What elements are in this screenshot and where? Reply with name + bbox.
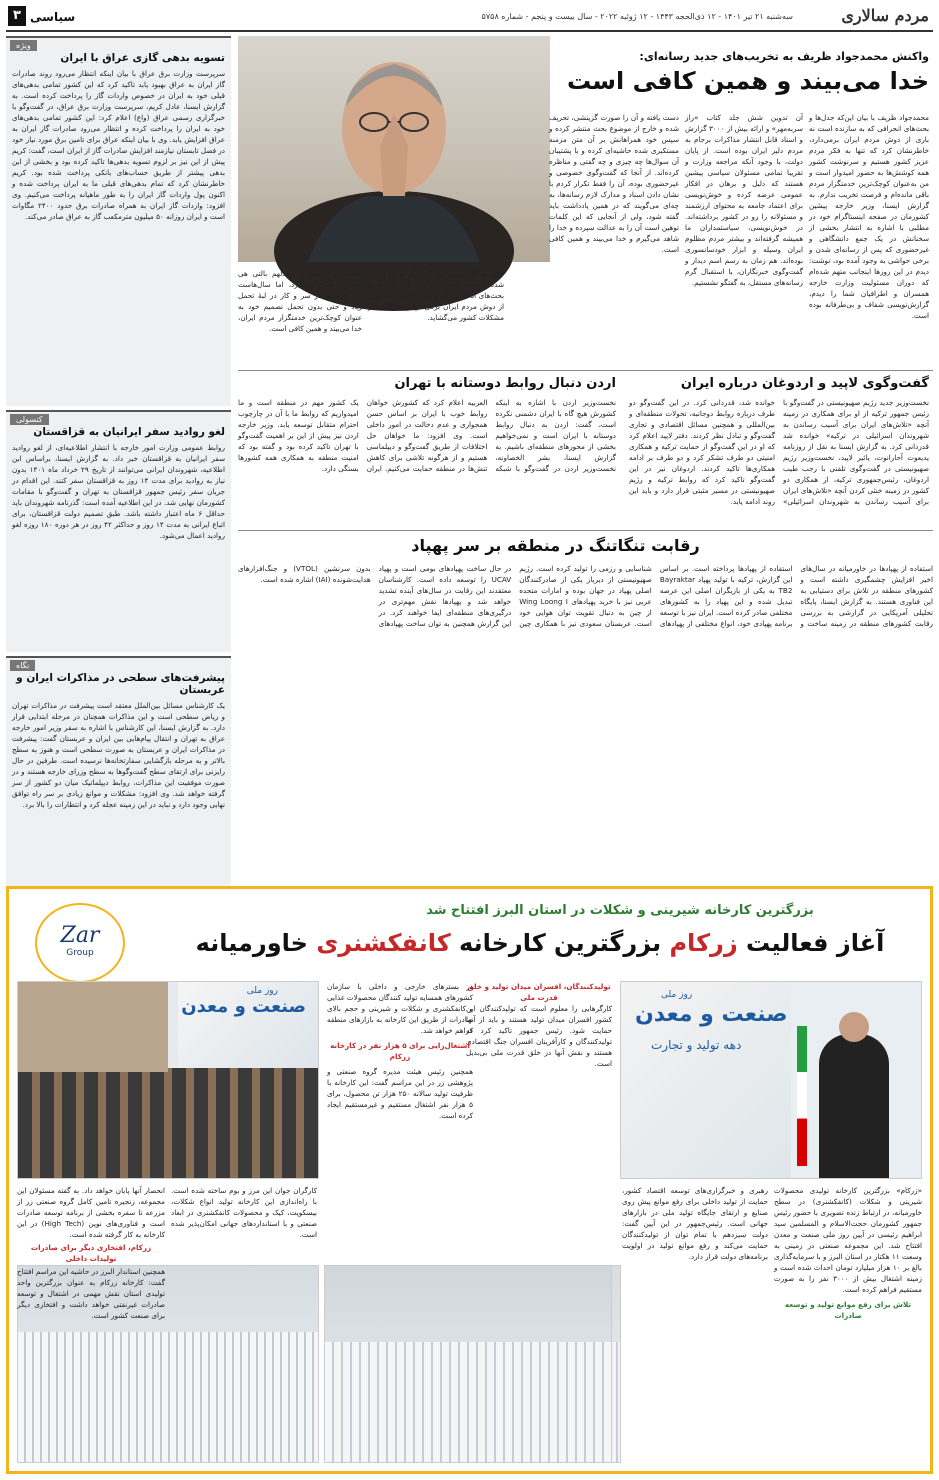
newspaper-logo: مردم سالاری [841, 6, 929, 25]
lead-column: «وی که کاغذی در این گفت‌وگو به آن اشاره شده است» داستان گرامی، این جدل‌ها و بحث‌های انحرافی که به سازنده است نه باری از دوش مردم ایران برمی‌دارد و نه گرهی از مشکلات کشور می‌گشاید. [368, 269, 504, 322]
banner-text: صنعت و معدن [635, 1002, 788, 1027]
article-drone [238, 536, 933, 876]
ad-headline-part: آغاز فعالیت [746, 929, 885, 957]
article-jordan [238, 376, 616, 526]
ad-column-text: انحصار آنها پایان خواهد داد. به گفته مسئولان این مجموعه، زنجیره تامین کامل گروه صنعتی زر از مزرعه تا سفره بخشی از برنامه توسعه صادرات است و فناوری‌های نوین (High Tech) در این کارخانه به کار گرفته شده است. [17, 1186, 165, 1239]
logo-text: Zar [60, 923, 100, 948]
workers-crowd [18, 1332, 318, 1462]
banner-small-text: روز ملی [246, 986, 278, 996]
ad-column: رهبری و خبرگزاری‌های توسعه اقتصاد کشور، حمایت از تولید داخلی برای رفع موانع پیش روی صنایع و ارتقای جایگاه تولید ملی در بازارهای جهانی است. رئیس‌جمهور در این آیین گفت: دولت سیزدهم با تمام توان از تولیدکنندگان حمایت می‌کند و رفع موانع تولید در اولویت برنامه‌های دولت قرار دارد. [622, 1186, 768, 1261]
ad-column-text: «زرکام» بزرگترین کارخانه تولیدی محصولات شیرینی و شکلات (کانفکشنری) در سطح خاورمیانه، در ارتباط زنده تصویری با حضور رئیس جمهور کشورمان حجت‌الاسلام و المسلمین سید ابراهیم رئیسی در آیین روز ملی صنعت و معدن افتتاح شد. این مجموعه صنعتی در زمینی به وسعت ۱۱ هکتار در استان البرز و با سرمایه‌گذاری بالغ بر ۱۰ هزار میلیارد تومان احداث شده است و زمینه اشتغال بیش از ۳۰۰۰ نفر را به صورت مستقیم فراهم کرده است. [774, 1186, 922, 1294]
banner-small-text: روز ملی [661, 990, 693, 1000]
sidebar-item [6, 656, 231, 886]
sidebar-item [6, 410, 231, 652]
sidebar-tag: کنسولی [10, 414, 49, 425]
zar-group-logo [35, 903, 125, 983]
sidebar-tag: نگاه [10, 660, 35, 671]
hall-wall [18, 982, 168, 1072]
issue-line: سه‌شنبه ۲۱ تیر ۱۴۰۱ - ۱۲ ذی‌الحجه ۱۴۴۳ - ۱۲ ژوئیه ۲۰۲۲ - سال بیست و پنجم - شماره ۵۷۵۸ [481, 12, 793, 21]
masthead [6, 6, 933, 32]
workers-crowd [325, 1342, 611, 1462]
speaker-head [839, 1012, 869, 1042]
sidebar-tag: ویژه [10, 40, 37, 51]
ad-photo-factory-2 [324, 1265, 612, 1463]
lead-column: اخلاقی و انسانی و «جدلهم بالتی هی احسن» شکل می‌گیرد، اما سال‌هاست این جریان‌ها در سر و کار در لبهٔ تحمل زیاد و حتی بدون تحمل تصمیم خود به عنوان کوچک‌ترین خدمتگزار مردم ایران، خدا می‌بیند و همین کافی است. [238, 269, 362, 333]
ad-photo-hall [17, 981, 319, 1179]
ad-column-text: کارگرهایی را معلوم است که تولیدکنندگان این کشور افسران میدان تولید هستند و باید از آنها حمایت شود. رئیس جمهور تاکید کرد که تولیدکنندگان و کارآفرینان افسران جنگ اقتصادی هستند و نقش آنها در خلق قدرت ملی بی‌بدیل است. [466, 1004, 612, 1068]
lead-photo [238, 36, 550, 262]
article-body: نخست‌وزیر جدید رژیم صهیونیستی در گفت‌وگو با رئیس جمهور ترکیه از او برای همکاری در زمینه آنچه «تلاش‌های ایران برای آسیب رساندن به شهروندان اسرائیلی در ترکیه» خوانده شد قدردانی کرد. به گزارش ایسنا به نقل از روزنامه یدیعوت آحارانوت، یائیر لاپید، نخست‌وزیر رژیم صهیونیستی در گفت‌وگوی تلفنی با رجب طیب اردوغان، رئیس‌جمهوری ترکیه، از همکاری دو کشور در زمینه خنثی کردن آنچه «تلاش‌های ایران برای آسیب رساندن به شهروندان اسرائیلی» خوانده شد، قدردانی کرد. در این گفت‌وگو دو طرف درباره روابط دوجانبه، تحولات منطقه‌ای و بین‌المللی و همچنین مسائل اقتصادی و تجاری گفت‌وگو و تبادل نظر کردند. دفتر لاپید اعلام کرد که او در این گفت‌وگو از حمایت ترکیه و همکاری امنیتی دو طرف تشکر کرد و دو طرف بر ادامه همکاری‌ها تاکید کردند. اردوغان نیز در این گفت‌وگو تاکید کرد که روابط ترکیه و رژیم صهیونیستی در مسیر مثبتی قرار دارد و باید این روند ادامه یابد. [629, 398, 929, 506]
lead-kicker: واکنش محمدجواد ظریف به تخریب‌های جدید رسانه‌ای: [639, 50, 929, 63]
ad-subtitle: بزرگترین کارخانه شیرینی و شکلات در استان البرز افتتاح شد [426, 903, 814, 918]
ad-column-text: در بسترهای خارجی و داخلی با سازمان کشورهای همسایه تولید کنندگان محصولات غذایی و کانفکشنری و شکلات و شیرینی و حجم بالای صادرات از طریق این کارخانه به بازارهای منطقه فراهم خواهد شد. [327, 982, 473, 1035]
article-body: استفاده از پهپادها در خاورمیانه در سال‌های اخیر افزایش چشمگیری داشته است و کشورهای منطقه در تلاش برای دستیابی به این فناوری هستند. به گزارش ایسنا، پایگاه تحلیلی آمریکایی در گزارشی به بررسی رقابت کشورهای منطقه در زمینه ساخت و استفاده از پهپادها پرداخته است. بر اساس این گزارش، ترکیه با تولید پهپاد Bayraktar TB2 به یکی از بازیگران اصلی این عرصه تبدیل شده و این پهپاد را به کشورهای مختلفی صادر کرده است. ایران نیز با توسعه برنامه پهپادی خود، انواع مختلفی از پهپادهای شناسایی و رزمی را تولید کرده است. رژیم صهیونیستی از دیرباز یکی از صادرکنندگان اصلی پهپاد در جهان بوده و امارات متحده عربی نیز با خرید پهپادهای Wing Loong I از چین به دنبال تقویت توان هوایی خود است. عربستان سعودی نیز با همکاری چین در حال ساخت پهپادهای بومی است و پهپاد UCAV را توسعه داده است. کارشناسان معتقدند این رقابت در سال‌های آینده تشدید خواهد شد و پهپادها نقش مهم‌تری در درگیری‌های منطقه‌ای ایفا خواهند کرد. در این گزارش همچنین به توان ساخت پهپادهای بدون سرنشین (VTOL) و جنگ‌افزارهای هدایت‌شونده (IAI) اشاره شده است. [238, 564, 933, 628]
article-headline: گفت‌وگوی لاپید و اردوغان درباره ایران [680, 376, 929, 391]
sidebar-item [6, 36, 231, 406]
divider [238, 530, 933, 531]
portrait-illustration [238, 36, 550, 262]
lead-headline: خدا می‌بیند و همین کافی است [566, 67, 929, 95]
ad-headline-part: بزرگترین کارخانه [459, 929, 662, 957]
logo-subtext: Group [66, 948, 94, 958]
ad-column-text: همچنین استاندار البرز در حاشیه این مراسم افتتاح گفت: کارخانه زرکام به عنوان بزرگترین واحد تولیدی استان نقش مهمی در اشتغال و توسعه صادرات غیرنفتی خواهد داشت و افتخاری دیگر برای صنعت کشور است. [17, 1267, 165, 1320]
ad-column [466, 981, 612, 1259]
article-headline: اردن دنبال روابط دوستانه با تهران [394, 376, 616, 391]
ad-subheading: تولیدکنندگان، افسران میدان تولید و خلق قدرت ملی [467, 982, 611, 1002]
sidebar-title: پیشرفت‌های سطحی در مذاکرات ایران و عربستان [16, 672, 225, 696]
article-lapid [629, 376, 929, 526]
ad-headline-part: خاورمیانه [195, 929, 308, 957]
ad-column: کارگران جوان این مرز و بوم ساخته شده است. با راه‌اندازی این کارخانه تولید انواع شکلات، بیسکویت، کیک و محصولات کانفکشنری در ابعاد صنعتی و با استانداردهای جهانی امکان‌پذیر شده است. [171, 1186, 317, 1239]
article-body: نخست‌وزیر اردن با اشاره به اینکه کشورش هیچ گاه با ایران دشمنی نکرده است، گفت: اردن به دنبال روابط دوستانه با ایران است و نمی‌خواهیم بخشی از محورهای منطقه‌ای باشیم. به گزارش ایسنا، بشر الخصاونه، نخست‌وزیر اردن در گفت‌وگو با شبکه العربیه اعلام کرد که کشورش خواهان روابط خوب با ایران بر اساس حسن همجواری و عدم دخالت در امور داخلی است. وی افزود: ما خواهان حل اختلافات از طریق گفت‌وگو و دیپلماسی هستیم و از هرگونه تلاشی برای کاهش تنش‌ها در منطقه حمایت می‌کنیم. ایران یک کشور مهم در منطقه است و ما امیدواریم که روابط ما با آن در چارچوب احترام متقابل توسعه یابد. وزیر خارجه اردن نیز پیش از این بر اهمیت گفت‌وگو با تهران تاکید کرده بود و گفته بود که امنیت منطقه به همکاری همه کشورها بستگی دارد. [238, 398, 616, 473]
sidebar-title: لغو روادید سفر ایرانیان به قزاقستان [33, 426, 225, 438]
advertisement [6, 886, 933, 1474]
ad-subheading: تلاش برای رفع موانع تولید و توسعه صادرات [784, 1300, 912, 1320]
ad-column [327, 981, 473, 1259]
audience-rows [18, 1068, 318, 1178]
speaker-figure [819, 1034, 889, 1178]
ad-subheading: اشتغال‌زایی برای ۵ هزار نفر در کارخانه زرکام [330, 1041, 470, 1061]
sidebar-title: تسویه بدهی گازی عراق با ایران [60, 52, 225, 64]
ad-photo-president [620, 981, 922, 1179]
news-sidebar [6, 36, 231, 886]
ad-column [774, 1185, 922, 1455]
sidebar-body: سرپرست وزارت برق عراق با بیان اینکه انتظار می‌رود روند صادرات گاز ایران به عراق بهبود یابد تاکید کرد که این کشور تمامی بدهی‌های قبلی خود به ایران در خصوص واردات گاز را پرداخت کرده است. به گزارش ایسنا، عادل کریم، سرپرست وزارت برق عراق، در گفت‌وگو با خبرگزاری رسمی عراق (واع) اعلام کرد: این کشور تمامی بدهی‌های خود به ایران را پرداخت کرده و انتظار می‌رود صادرات گاز ایران به عراق افزایش یابد. وی با بیان اینکه عراق برای تامین برق مورد نیاز خود در فصل تابستان نیازمند افزایش صادرات گاز از ایران است، گفت: کریم پیش از این نیز بر لزوم تسویه بدهی‌ها تاکید کرده بود و بخشی از این بدهی پیشتر از طریق حساب‌های بانکی پرداخت شده بود. کریم خاطرنشان کرد که تمام بدهی‌های قبلی ما به ایران پرداخت شده و اکنون پول واردات گاز ایران را به طور ماهیانه پرداخت می‌کنیم. وی افزود: واردات گاز ایران به همراه صادرات برق حدود ۲۴۰۰ مگاوات است و ایران روزانه ۵۰ میلیون مترمکعب گاز به عراق صادر می‌کند. [12, 69, 226, 221]
iran-flag [797, 1026, 807, 1166]
ad-headline-highlight: کانفکشنری [316, 929, 451, 957]
lead-column: آن تدوین شش جلد کتاب «راز سربه‌مهر» و ارائه بیش از ۳۰۰۰ گزارش و اسناد قابل انتشار مذاکرات برجام به مردم دلیر ایران بوده است. از پایان دولت، با وجود آنکه مراجعه وزارت و تقریبا تمامی مسئولان سیاسی پیشین هستند که دلیل و برهان در افکار عمومی عرضه کرده و خوش‌نویسی برای اعتماد جامعه به محتوای ارزشمند و مسئولانه را رو در کشور برداشته‌اند. در خوش‌نویسی، سیاستمداران ما همیشه گرفته‌اند و بیشتر مردم مظلوم ایران وسیله و ابزار خودسانسوری بوده‌اند. هم زمان به رسم اسم دیدار و گفت‌وگوی خبرنگاران، با استقبال گرم رسانه‌های مستقل، به گفتگو نشستیم. [685, 113, 803, 287]
banner-text: صنعت و معدن [181, 996, 306, 1017]
article-headline: رقابت تنگاتنگ در منطقه بر سر پهپاد [411, 536, 700, 555]
banner-text: دهه تولید و تجارت [651, 1038, 742, 1052]
ad-subheading: زرکام، افتخاری دیگر برای صادرات تولیدات داخلی [30, 1243, 152, 1263]
section-label: سیاسی [30, 10, 76, 24]
lead-column: محمدجواد ظریف با بیان این‌که جدل‌ها و بحث‌های انحرافی که به سازنده است نه باری از دوش مردم ایران برمی‌دارد، خاطرنشان کرد که تنها به فکر مردم عزیز کشور هستیم و سرنوشت کشور همه کوشش‌ها به حضور امیدوار است و من به‌عنوان کوچک‌ترین خدمتگزار مردم باقی مانده‌ام و فرصت تخریب ندارم. به گزارش ایسنا، وزیر خارجه پیشین کشورمان در صفحه اینستاگرام خود در مطلبی با اشاره به انتشار بخشی از سخنانش در یک جمع دانشگاهی و غیرحضوری که پس از رسانه‌ای شدن و برخی حواشی به وجود آمده بود، نوشت: دیدم در این روزها اینجانب متهم شده‌ام که دوران مسئولیت وزارت خارجه همسران و اطرافیان شما را دیدم، گزارش‌نویسی شفاف و بی‌طرفانه بوده است. [809, 113, 929, 320]
lead-column: دست یافته و آن را صورت گزینشی، تحریف شده و خارج از موضوع بحث منتشر کرده و سپس خود همراهانش بر آن متن مزمنه مستکبری شده حاشیه‌ای کرده و با پشتیبان آن سوال‌ها چه چیزی و چه گفتی و مناظره کرده‌اند. از آنجا که گفت‌وگوی خصوصی و غیرحضوری بوده، آن را فقط تکرار کردم با نشان دادن اسناد و مدارک لازم رسانه‌ها، به چه‌ای می‌گویند که در همین یادداشت باید گفته شود، ولی از آنجایی که این کلمات توهین است آن را به عدالت سپرده و خدا را شاهد می‌گیرم و خدا می‌بیند و همین کافی است. [549, 113, 679, 254]
ad-headline [160, 929, 920, 957]
divider [238, 370, 933, 371]
ad-column [17, 1185, 165, 1320]
ad-column-text: همچنین رئیس هیئت مدیره گروه صنعتی و پژوهشی زر در این مراسم گفت: این کارخانه با ظرفیت تولید سالانه ۲۵۰ هزار تن محصول، برای ۵ هزار نفر اشتغال مستقیم و غیرمستقیم ایجاد کرده است. [327, 1067, 473, 1120]
sidebar-body: روابط عمومی وزارت امور خارجه با انتشار اطلاعیه‌ای، از لغو روادید سفر ایرانیان به قزاقستان خبر داد. به گزارش ایسنا، براساس این اطلاعیه، شهروندان ایرانی می‌توانند از تاریخ ۲۹ خرداد ماه ۱۴۰۱ بدون نیاز به روادید برای مدت ۱۴ روز به قزاقستان سفر کنند. این اقدام در جریان سفر رئیس جمهور قزاقستان به تهران و گفت‌وگو با مقامات کشورمان نهایی شد. در این اطلاعیه آمده است: گذرنامه شهروندان باید حداقل ۶ ماه اعتبار داشته باشد. طبق تصمیم دولت قزاقستان، برای اتباع ایرانی به مدت ۱۴ روز و حداکثر ۴۲ روز در هر دوره ۱۸۰ روزه لغو روادید اعمال می‌شود. [12, 443, 226, 540]
sidebar-body: یک کارشناس مسائل بین‌الملل معتقد است پیشرفت در مذاکرات تهران و ریاض سطحی است و این مذاکرات همچنان در مرحله ابتدایی قرار دارد. به گزارش ایسنا، این کارشناس با اشاره به سفر وزیر امور خارجه عراق به تهران و انتقال پیام‌هایی بین ایران و عربستان گفت: پیشرفت در مذاکرات ایران و عربستان به صورت سطحی است و هنوز به سطح بالاتر و به مرحله بازگشایی سفارتخانه‌ها نرسیده است. طرفین در حال رایزنی برای ارتقای سطح گفت‌وگوها به سطح وزرای خارجه هستند و در صورت موفقیت این مذاکرات، روابط دیپلماتیک میان دو کشور از سر گرفته خواهد شد. وی افزود: مشکلات و موانع زیادی بر سر راه توافق نهایی وجود دارد و نباید در این زمینه عجله کرد و انتظارات را بالا برد. [12, 701, 225, 809]
page-number: ۳ [8, 6, 26, 26]
ad-headline-brand: زرکام [669, 929, 738, 957]
lead-headline-block [559, 50, 929, 106]
